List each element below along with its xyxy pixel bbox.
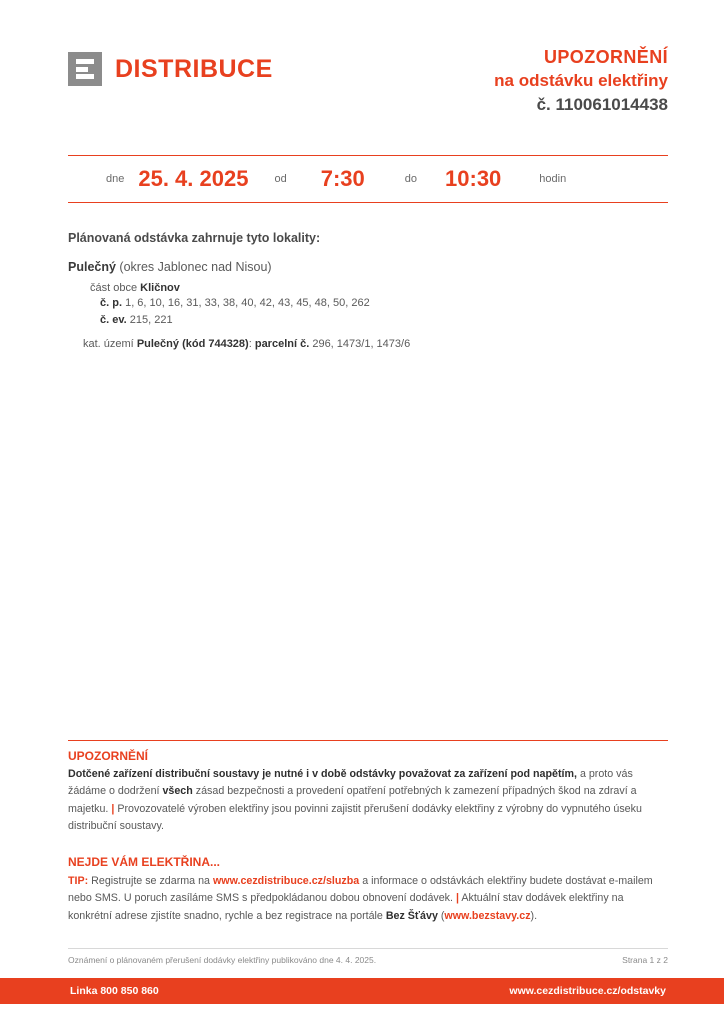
footer-bar-right-edge bbox=[688, 978, 724, 1004]
footer-web[interactable]: www.cezdistribuce.cz/odstavky bbox=[509, 985, 666, 997]
cev-label: č. ev. bbox=[100, 314, 127, 326]
notice1-separator: | bbox=[111, 802, 115, 815]
notice-heading-line1: UPOZORNĚNÍ bbox=[543, 47, 668, 67]
outage-datebar bbox=[68, 155, 668, 203]
notice1-all: všech bbox=[162, 785, 193, 798]
label-do: do bbox=[404, 173, 418, 185]
notice2-text1: Registrujte se zdarma na bbox=[88, 875, 213, 887]
outage-time-to: 10:30 bbox=[445, 166, 502, 191]
cadastre-code: (kód 744328) bbox=[182, 338, 249, 350]
document-header bbox=[68, 46, 668, 117]
notice2-separator: | bbox=[455, 892, 459, 905]
divider-rule bbox=[68, 740, 668, 741]
notice1-rest: a proto vás žádáme o dodržení bbox=[68, 768, 633, 798]
portal-name: Bez Šťávy bbox=[385, 909, 438, 922]
cadastre-line: kat. území Pulečný (kód 744328): parcelní č. 296, 1473/1, 1473/6 bbox=[83, 338, 411, 350]
cadastre-label: kat. území bbox=[83, 338, 134, 350]
locality-district: (okres Jablonec nad Nisou) bbox=[119, 260, 272, 274]
parcel-values: 296, 1473/1, 1473/6 bbox=[312, 338, 411, 350]
notice2-text2: a informace o odstávkách elektřiny budete dostávat e-mailem nebo SMS. U poruch zasíláme SMS s předpokládanou dobou obnovení dodávek. bbox=[68, 875, 653, 905]
e-logo-icon bbox=[68, 52, 102, 86]
footer-phone: Linka 800 850 860 bbox=[70, 985, 159, 997]
service-link[interactable]: www.cezdistribuce.cz/sluzba bbox=[212, 875, 360, 887]
notice2-text4: ( bbox=[437, 909, 445, 922]
label-hodin: hodin bbox=[539, 173, 567, 185]
cp-label: č. p. bbox=[100, 297, 123, 309]
brand-name: DISTRIBUCE bbox=[115, 54, 273, 83]
footer-bar bbox=[48, 978, 688, 1004]
part-of-village-line bbox=[90, 282, 180, 294]
locality-name: Pulečný bbox=[68, 260, 116, 274]
label-dne: dne bbox=[106, 173, 125, 185]
house-numbers-line bbox=[100, 297, 370, 309]
tip-label: TIP: bbox=[68, 875, 89, 887]
notice1-body bbox=[68, 766, 666, 835]
outage-time-from: 7:30 bbox=[320, 166, 365, 191]
footnote-publication: Oznámení o plánovaném přerušení dodávky elektřiny publikováno dne 4. 4. 2025. bbox=[68, 955, 377, 965]
notice-heading-line2: na odstávku elektřiny bbox=[494, 71, 668, 91]
brand-block bbox=[68, 46, 273, 86]
parcel-label: parcelní č. bbox=[254, 338, 310, 350]
notice2-body bbox=[68, 873, 666, 925]
part-label: část obce bbox=[90, 282, 138, 294]
notice-number: č. 110061014438 bbox=[536, 95, 668, 115]
bezstavy-link[interactable]: www.bezstavy.cz bbox=[444, 909, 531, 922]
notice2-text3: Aktuální stav dodávek elektřiny na konkrétní adrese zjistíte snadno, rychle a bez registrace na portále bbox=[68, 892, 624, 922]
evidence-numbers-line bbox=[100, 314, 173, 326]
notice1-bold: Dotčené zařízení distribuční soustavy je nutné i v době odstávky považovat za zařízení pod napětím, bbox=[68, 768, 577, 780]
notice1-title: UPOZORNĚNÍ bbox=[68, 749, 149, 763]
footer-bar-left-edge bbox=[0, 978, 48, 1004]
cp-values: 1, 6, 10, 16, 31, 33, 38, 40, 42, 43, 45, 48, 50, 262 bbox=[125, 297, 370, 309]
cev-values: 215, 221 bbox=[129, 314, 173, 326]
outage-date: 25. 4. 2025 bbox=[138, 166, 249, 191]
locality-line bbox=[68, 260, 272, 274]
notice1-rest2: zásad bezpečnosti a provedení opatření potřebných k zamezení případných škod na zdraví a majetku. bbox=[68, 785, 637, 815]
label-od: od bbox=[274, 173, 287, 185]
part-name: Kličnov bbox=[140, 282, 180, 294]
notice2-text5: ). bbox=[530, 909, 538, 922]
footnote bbox=[68, 948, 668, 965]
page-number: Strana 1 z 2 bbox=[622, 955, 668, 965]
notice2-title: NEJDE VÁM ELEKTŘINA... bbox=[68, 855, 221, 869]
notice1-rest3: Provozovatelé výroben elektřiny jsou povinni zajistit přerušení dodávky elektřiny z výrobny do vypnutého úseku distribuční soustavy. bbox=[68, 802, 642, 832]
cadastre-name: Pulečný bbox=[136, 338, 179, 350]
intro-text: Plánovaná odstávka zahrnuje tyto lokality: bbox=[68, 231, 321, 245]
notice-heading bbox=[494, 46, 668, 117]
